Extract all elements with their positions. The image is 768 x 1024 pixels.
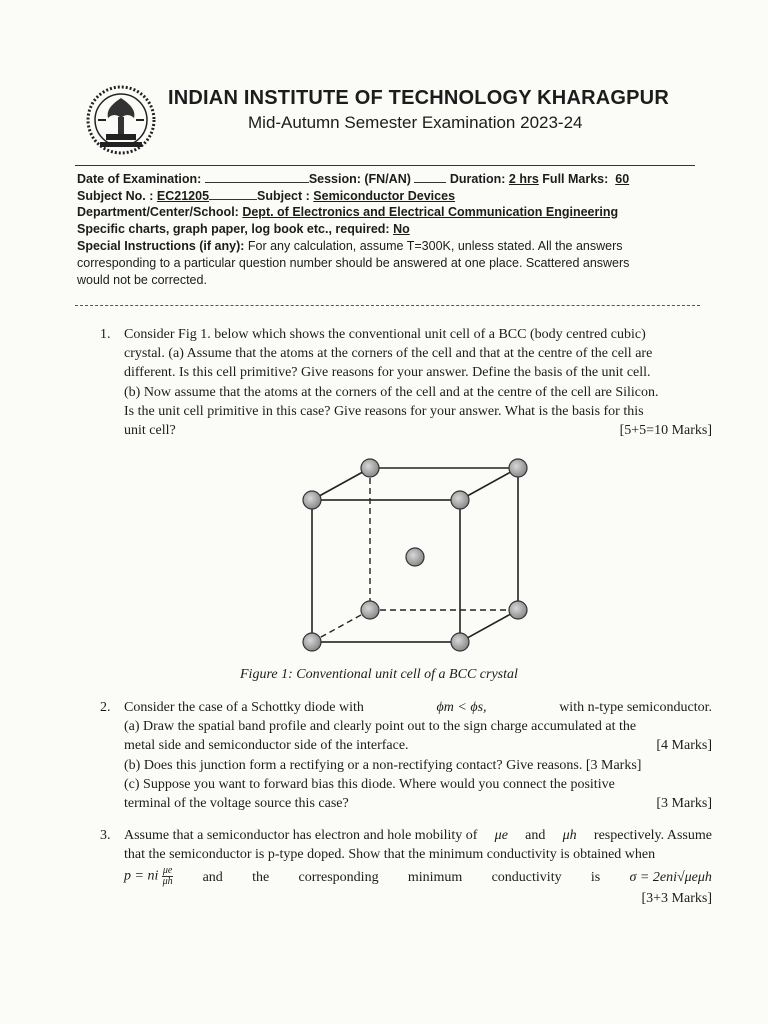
header-divider [75,165,695,166]
q1-line-5: Is the unit cell primitive in this case? Give reasons for your answer. What is the basis for this [124,403,644,419]
info-line-4 [77,221,692,238]
atom [303,633,321,651]
q1-line-2: crystal. (a) Assume that the atoms at the corners of the cell and that at the centre of the cell are [124,346,653,362]
info-line-2 [77,187,692,205]
institute-name: INDIAN INSTITUTE OF TECHNOLOGY KHARAGPUR [168,87,669,109]
atom [303,491,321,509]
q2-line-2: (a) Draw the spatial band profile and clearly point out to the sign charge accumulated at the [124,719,637,735]
subject-no-blank [209,187,257,200]
full-marks-value: 60 [615,172,630,186]
info-line-1 [77,170,692,188]
info-line-3 [77,204,692,221]
q3-mu-h: μh [562,828,577,843]
atom [509,459,527,477]
duration-value: 2 hrs [508,172,539,186]
fraction-denominator: μh [162,876,173,888]
atom [361,601,379,619]
subject-no-label: Subject No. : [77,189,154,203]
question-number: 1. [100,327,111,342]
q2-line-4: (b) Does this junction form a rectifying or a non-rectifying contact? Give reasons. [3 Marks] [124,757,642,773]
q3-word-is: is [590,870,601,886]
q2-condition: ϕm < ϕs, [436,700,487,715]
fraction-numerator: μe [162,865,173,877]
q2-line-1b: with n-type semiconductor. [559,700,712,715]
body-centre-atom [406,548,424,566]
date-blank [205,170,309,183]
dept-label: Department/Center/School: [77,205,239,219]
session-blank [414,170,446,183]
question-3 [100,826,712,909]
subject-value: Semiconductor Devices [313,189,456,203]
q2-line-1a: Consider the case of a Schottky diode with [124,700,364,715]
atom [451,491,469,509]
special-line-3: would not be corrected. [77,273,207,287]
q3-word-conductivity: conductivity [491,870,562,886]
q3-word-the: the [252,870,270,886]
section-divider [75,305,700,306]
subject-label: Subject : [257,189,310,203]
atom [509,601,527,619]
special-line-1: For any calculation, assume T=300K, unless stated. All the answers [247,239,623,253]
dept-value: Dept. of Electronics and Electrical Communication Engineering [242,205,619,219]
full-marks-label: Full Marks: [542,172,609,186]
q3-sigma-equation: σ = 2eni√μeμh [629,870,712,886]
q2-line-5: (c) Suppose you want to forward bias this diode. Where would you connect the positive [124,776,615,792]
special-label: Special Instructions (if any): [77,239,245,253]
q3-mu-e: μe [494,828,508,843]
q3-math-line [124,866,712,887]
q3-word-and: and [202,870,223,886]
date-label: Date of Examination: [77,172,202,186]
q3-line-2: that the semiconductor is p-type doped. Show that the minimum conductivity is obtained when [124,847,656,863]
q2-marks-c: [3 Marks] [656,796,712,812]
atom [361,459,379,477]
q3-line-1a: Assume that a semiconductor has electron and hole mobility of [124,828,478,843]
q1-line-3: different. Is this cell primitive? Give reasons for your answer. Define the basis of the unit cell. [124,365,651,381]
special-instructions [77,238,692,289]
q3-word-minimum: minimum [407,870,463,886]
question-number: 2. [100,700,111,715]
q3-marks: [3+3 Marks] [641,891,712,907]
q2-line-3: metal side and semiconductor side of the interface. [124,738,409,754]
question-1 [100,325,712,440]
institute-logo [84,84,158,158]
q3-p-equation: p = ni [124,869,159,885]
q2-marks-a: [4 Marks] [656,738,712,754]
q2-line-6: terminal of the voltage source this case? [124,796,349,812]
mobility-fraction [162,866,173,887]
q3-and: and [525,828,546,843]
q3-word-corresponding: corresponding [298,870,379,886]
session-label: Session: (FN/AN) [308,172,411,186]
q1-line-6: unit cell? [124,423,176,439]
question-2 [100,698,712,813]
q1-marks: [5+5=10 Marks] [619,423,712,439]
subject-no-value: EC21205 [156,189,210,203]
atom [451,633,469,651]
bcc-unit-cell-figure [290,450,550,660]
q1-line-1: Consider Fig 1. below which shows the conventional unit cell of a BCC (body centred cubic) [124,327,646,342]
charts-label: Specific charts, graph paper, log book etc., required: [77,222,390,236]
duration-label: Duration: [449,172,506,186]
special-line-2: corresponding to a particular question number should be answered at one place. Scattered answers [77,256,630,270]
q3-line-1b: respectively. Assume [593,828,712,843]
charts-value: No [393,222,410,236]
q1-line-4: (b) Now assume that the atoms at the corners of the cell and at the centre of the cell are Silicon. [124,384,659,400]
question-number: 3. [100,828,111,843]
exam-title: Mid-Autumn Semester Examination 2023-24 [248,113,583,132]
figure-caption: Figure 1: Conventional unit cell of a BCC crystal [240,667,518,682]
